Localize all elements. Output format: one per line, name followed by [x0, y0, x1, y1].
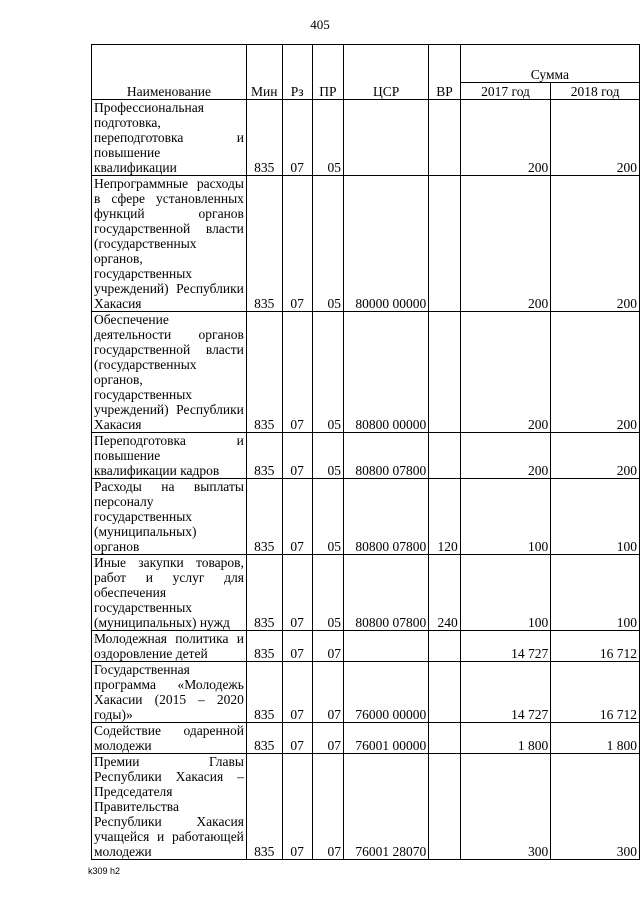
- row-rz: 07: [282, 433, 312, 479]
- row-name: Расходы на выплаты персоналу государственных (муниципальных) органов: [92, 479, 247, 555]
- row-rz: 07: [282, 555, 312, 631]
- row-csr: [344, 631, 429, 662]
- row-csr: [344, 100, 429, 176]
- row-vr: [429, 312, 461, 433]
- row-sum-2018: 100: [551, 479, 640, 555]
- header-csr: ЦСР: [344, 45, 429, 100]
- row-min: 835: [246, 555, 282, 631]
- row-vr: 240: [429, 555, 461, 631]
- row-vr: [429, 433, 461, 479]
- header-rz: Рз: [282, 45, 312, 100]
- row-min: 835: [246, 100, 282, 176]
- row-sum-2018: 200: [551, 176, 640, 312]
- table-row: [92, 662, 640, 723]
- row-sum-2017: 200: [460, 312, 551, 433]
- row-sum-2017: 14 727: [460, 662, 551, 723]
- row-rz: 07: [282, 100, 312, 176]
- page-number: 405: [310, 17, 330, 32]
- row-sum-2017: 200: [460, 100, 551, 176]
- row-sum-2018: 200: [551, 312, 640, 433]
- row-vr: [429, 176, 461, 312]
- row-pr: 07: [312, 723, 343, 754]
- row-sum-2017: 1 800: [460, 723, 551, 754]
- row-csr: 80000 00000: [344, 176, 429, 312]
- row-pr: 05: [312, 176, 343, 312]
- row-name: Содействие одаренной молодежи: [92, 723, 247, 754]
- table-row: [92, 433, 640, 479]
- header-vr: ВР: [429, 45, 461, 100]
- table-row: [92, 312, 640, 433]
- row-sum-2018: 200: [551, 100, 640, 176]
- budget-table: [91, 44, 640, 860]
- row-sum-2017: 100: [460, 555, 551, 631]
- row-min: 835: [246, 631, 282, 662]
- row-vr: [429, 723, 461, 754]
- row-sum-2018: 16 712: [551, 662, 640, 723]
- row-name: Молодежная политика и оздоровление детей: [92, 631, 247, 662]
- row-rz: 07: [282, 754, 312, 860]
- header-sum: Сумма: [460, 45, 639, 83]
- row-pr: 05: [312, 555, 343, 631]
- table-body: [92, 100, 640, 860]
- row-rz: 07: [282, 312, 312, 433]
- row-rz: 07: [282, 723, 312, 754]
- row-min: 835: [246, 176, 282, 312]
- row-csr: 80800 07800: [344, 433, 429, 479]
- header-pr: ПР: [312, 45, 343, 100]
- row-name: Профессиональная подготовка, переподготовка и повышение квалификации: [92, 100, 247, 176]
- row-pr: 05: [312, 433, 343, 479]
- row-sum-2018: 16 712: [551, 631, 640, 662]
- row-pr: 07: [312, 631, 343, 662]
- row-csr: 76000 00000: [344, 662, 429, 723]
- row-pr: 05: [312, 312, 343, 433]
- row-name: Государственная программа «Молодежь Хакасии (2015 – 2020 годы)»: [92, 662, 247, 723]
- row-csr: 80800 00000: [344, 312, 429, 433]
- row-sum-2018: 1 800: [551, 723, 640, 754]
- row-name: Иные закупки товаров, работ и услуг для обеспечения государственных (муниципальных) нужд: [92, 555, 247, 631]
- row-min: 835: [246, 479, 282, 555]
- table-row: [92, 754, 640, 860]
- table-row: [92, 555, 640, 631]
- row-min: 835: [246, 723, 282, 754]
- row-csr: 76001 00000: [344, 723, 429, 754]
- header-year-2018: 2018 год: [551, 83, 640, 100]
- row-vr: [429, 100, 461, 176]
- row-sum-2017: 14 727: [460, 631, 551, 662]
- header-min: Мин: [246, 45, 282, 100]
- table-row: [92, 100, 640, 176]
- row-sum-2017: 300: [460, 754, 551, 860]
- row-min: 835: [246, 433, 282, 479]
- table-row: [92, 631, 640, 662]
- row-csr: 76001 28070: [344, 754, 429, 860]
- table-row: [92, 176, 640, 312]
- row-vr: [429, 754, 461, 860]
- row-min: 835: [246, 662, 282, 723]
- row-name: Непрограммные расходы в сфере установленных функций органов государственной власти (государственных органов, государственных учреждений) Республики Хакасия: [92, 176, 247, 312]
- row-name: Переподготовка и повышение квалификации кадров: [92, 433, 247, 479]
- row-min: 835: [246, 312, 282, 433]
- row-rz: 07: [282, 176, 312, 312]
- row-min: 835: [246, 754, 282, 860]
- row-sum-2018: 100: [551, 555, 640, 631]
- row-vr: [429, 662, 461, 723]
- row-sum-2017: 200: [460, 176, 551, 312]
- table-row: [92, 723, 640, 754]
- header-year-2017: 2017 год: [460, 83, 551, 100]
- row-pr: 05: [312, 100, 343, 176]
- row-sum-2017: 100: [460, 479, 551, 555]
- row-rz: 07: [282, 662, 312, 723]
- row-pr: 07: [312, 754, 343, 860]
- header-name: Наименование: [92, 45, 247, 100]
- row-vr: [429, 631, 461, 662]
- row-pr: 07: [312, 662, 343, 723]
- row-name: Обеспечение деятельности органов государственной власти (государственных органов, государственных учреждений) Республики Хакасия: [92, 312, 247, 433]
- row-csr: 80800 07800: [344, 555, 429, 631]
- row-name: Премии Главы Республики Хакасия – Председателя Правительства Республики Хакасия учащейся и работающей молодежи: [92, 754, 247, 860]
- row-sum-2018: 200: [551, 433, 640, 479]
- row-vr: 120: [429, 479, 461, 555]
- row-sum-2017: 200: [460, 433, 551, 479]
- table-row: [92, 479, 640, 555]
- footer-code: k309 h2: [88, 866, 121, 876]
- row-rz: 07: [282, 631, 312, 662]
- row-sum-2018: 300: [551, 754, 640, 860]
- row-rz: 07: [282, 479, 312, 555]
- row-pr: 05: [312, 479, 343, 555]
- row-csr: 80800 07800: [344, 479, 429, 555]
